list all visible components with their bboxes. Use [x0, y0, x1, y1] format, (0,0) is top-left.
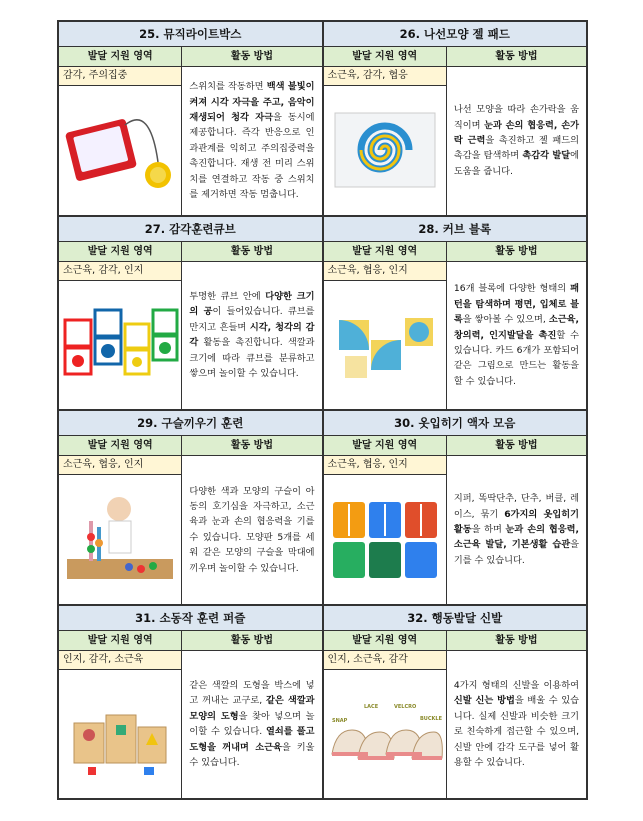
method-header: 활동 방법 — [495, 245, 538, 257]
area-header: 발달 지원 영역 — [59, 242, 182, 261]
column-header-row — [324, 631, 587, 651]
description-text: 나선 모양을 따라 손가락을 움직이며 — [453, 104, 579, 131]
activity-title: 29. 구슬끼우기 훈련 — [59, 411, 322, 436]
method-header: 활동 방법 — [230, 634, 273, 646]
product-photo — [324, 281, 446, 410]
area-header: 발달 지원 영역 — [59, 631, 182, 650]
activity-card — [323, 410, 588, 605]
product-photo — [59, 475, 181, 604]
description-text: 다양한 색과 모양의 구슬이 아동의 호기심을 자극하고, 소근육과 눈과 손의 협응력을 기를 수 있습니다. 모양판 5개를 세워 같은 모양의 구슬을 막대에 끼우며 놀이할 수 있습니다. — [189, 485, 315, 574]
description-text: 16개 블록에 다양한 형태의 — [453, 283, 571, 295]
method-header: 활동 방법 — [230, 51, 273, 62]
activity-card — [58, 216, 323, 411]
area-header: 발달 지원 영역 — [324, 242, 447, 261]
activity-description — [454, 281, 579, 389]
description-text: 활동을 촉진합니다. 색깔과 크기에 따라 큐브를 분류하고 쌓으며 놀이할 수 있습니다. — [189, 337, 315, 380]
area-header: 발달 지원 영역 — [59, 47, 182, 66]
description-text: 4가지 형태의 신발을 이용하여 — [453, 680, 579, 692]
activity-card — [58, 21, 323, 216]
emphasis-text: 같은 색깔과 모양의 도형 — [189, 695, 315, 722]
column-header-row — [324, 47, 587, 67]
activity-title: 26. 나선모양 젤 패드 — [324, 22, 587, 47]
product-photo — [324, 475, 446, 604]
development-area: 인지, 감각, 소근육 — [59, 651, 181, 670]
product-photo — [59, 670, 181, 799]
shoe-label: VELCRO — [393, 703, 416, 710]
activity-title: 27. 감각훈련큐브 — [59, 217, 322, 242]
area-header: 발달 지원 영역 — [59, 436, 182, 455]
activity-title: 31. 소동작 훈련 퍼즐 — [59, 606, 322, 631]
area-header: 발달 지원 영역 — [324, 631, 447, 650]
activity-description — [454, 491, 579, 568]
description-text: 할 수 있습니다. 카드 6개가 포함되어 같은 그림으로 만드는 활동을 할 수 있습니다. — [453, 329, 579, 387]
column-header-row — [59, 631, 322, 651]
column-header-row — [59, 436, 322, 456]
column-header-row — [324, 242, 587, 262]
method-header: 활동 방법 — [230, 245, 273, 257]
shoe-label: SNAP — [331, 717, 348, 724]
activity-title: 32. 행동발달 신발 — [324, 606, 587, 631]
shoe-label: LACE — [363, 703, 378, 710]
development-area: 인지, 소근육, 감각 — [324, 651, 446, 670]
emphasis-text: 신발 신는 방법 — [453, 695, 515, 707]
activity-description — [189, 484, 314, 576]
activity-title: 30. 옷입히기 액자 모음 — [324, 411, 587, 436]
method-header: 활동 방법 — [495, 51, 538, 62]
product-photo — [324, 670, 446, 799]
emphasis-text: 패턴을 탐색하며 평면, 입체로 블록 — [453, 283, 579, 326]
development-area: 소근육, 협응, 인지 — [324, 262, 446, 281]
column-header-row — [59, 242, 322, 262]
emphasis-text: 6가지의 옷입히기 활동 — [453, 508, 579, 536]
emphasis-text: 소근육, 창의력, 인지발달을 촉진 — [453, 314, 579, 341]
emphasis-text: 눈과 손의 협응력, 손가락 근력 — [453, 119, 579, 147]
description-text: 을 하며 — [471, 524, 506, 536]
method-header: 활동 방법 — [230, 440, 273, 451]
emphasis-text: 촉감각 발달 — [522, 150, 571, 162]
product-photo — [59, 281, 181, 410]
area-header: 발달 지원 영역 — [324, 436, 447, 455]
column-header-row — [324, 436, 587, 456]
activity-description — [454, 678, 579, 770]
description-text: 투명한 큐브 안에 — [189, 291, 266, 303]
description-text: 스위치를 작동하면 — [189, 81, 267, 93]
activity-title: 25. 뮤직라이트박스 — [59, 22, 322, 47]
emphasis-text: 눈과 손의 협응력, 소근육 발달, 기본생활 습관 — [453, 524, 579, 551]
product-photo — [59, 86, 181, 215]
activity-card — [323, 21, 588, 216]
method-header: 활동 방법 — [495, 440, 538, 451]
description-text: 을 배울 수 있습니다. 실제 신발과 비슷한 크기로 친숙하게 접근할 수 있으며, 신발 안에 감각 도구를 넣어 활용할 수 있습니다. — [453, 695, 579, 769]
development-area: 소근육, 협응, 인지 — [59, 456, 181, 475]
development-area: 소근육, 감각, 협응 — [324, 67, 446, 86]
area-header: 발달 지원 영역 — [324, 47, 447, 66]
description-text: 을 기를 수 있습니다. — [453, 539, 579, 566]
description-text: 지퍼, 똑딱단추, 단추, 버클, 레이스, 묶기 — [453, 493, 579, 520]
description-text: 을 촉진하고 젤 패드의 촉감을 탐색하며 — [453, 135, 580, 162]
emphasis-text: 백색 불빛이 켜져 시각 자극을 주고, 음악이 재생되어 청각 자극 — [189, 81, 315, 123]
description-text: 을 쌓아볼 수 있으며, — [462, 314, 549, 326]
description-text: 을 찾아 넣으며 놀이할 수 있습니다. — [189, 710, 315, 738]
emphasis-text: 열쇠를 풀고 도형을 꺼내며 소근육 — [189, 726, 315, 753]
emphasis-text: 다양한 크기의 공 — [189, 291, 315, 318]
activity-description — [454, 102, 579, 179]
activity-card — [323, 605, 588, 800]
product-photo — [324, 86, 446, 215]
activity-description — [189, 289, 314, 381]
description-text: 같은 색깔의 도형을 박스에 넣고 꺼내는 교구로, — [189, 680, 315, 707]
activity-table — [57, 20, 588, 800]
development-area: 소근육, 감각, 인지 — [59, 262, 181, 281]
description-text: 이 들어있습니다. 큐브를 만지고 흔들며 — [189, 306, 315, 333]
emphasis-text: 시각, 청각의 감각 — [189, 321, 315, 349]
development-area: 감각, 주의집중 — [59, 67, 181, 86]
column-header-row — [59, 47, 322, 67]
activity-card — [323, 216, 588, 411]
activity-card — [58, 605, 323, 800]
description-text: 을 키울 수 있습니다. — [189, 741, 315, 769]
description-text: 에 도움을 줍니다. — [453, 150, 580, 177]
method-header: 활동 방법 — [495, 634, 538, 646]
activity-description — [189, 678, 314, 770]
activity-title: 28. 커브 블록 — [324, 217, 587, 242]
description-text: 을 동시에 제공합니다. 즉각 반응으로 인과관계를 익히고 주의집중력을 촉진합니다. 재생 전 미리 스위치를 연결하고 작동 중 스위치를 제거하면 작동 멈춥니다. — [189, 111, 315, 200]
development-area: 소근육, 협응, 인지 — [324, 456, 446, 475]
activity-description — [189, 79, 314, 202]
activity-card — [58, 410, 323, 605]
shoe-label: BUCKLE — [419, 715, 442, 722]
